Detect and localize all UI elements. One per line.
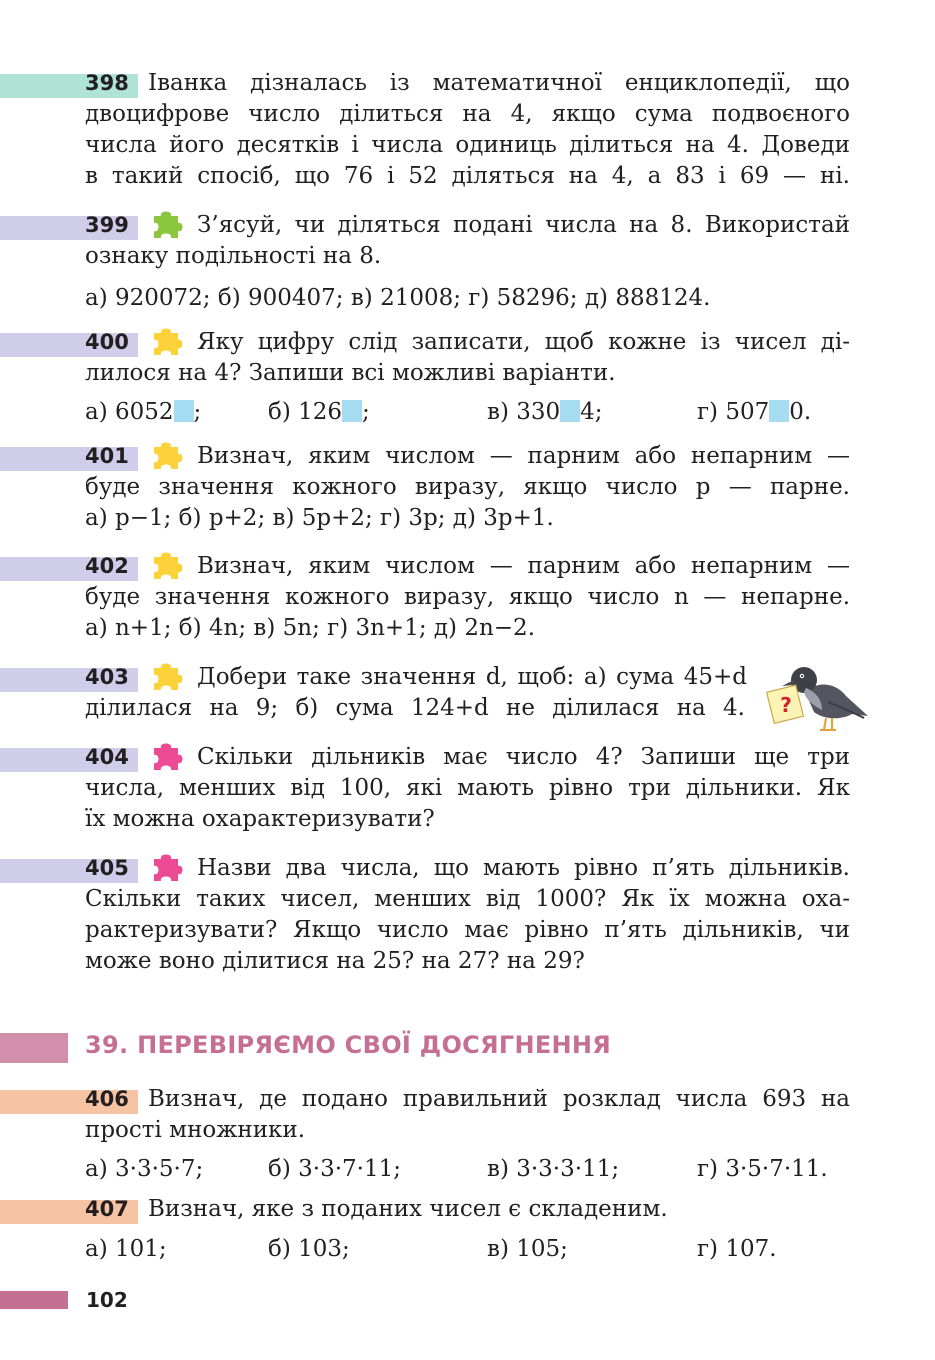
task-number: 399 [85,213,129,237]
option-text: а) 6052 [85,399,174,425]
task-text-line: Визнач, яке з поданих чисел є складеним. [148,1196,668,1222]
option-text: б) 126 [268,399,343,425]
option-b: б) 103; [268,1236,350,1262]
task-text-line: Визнач, де подано правильний розклад числа 693 на [148,1086,850,1112]
task-number: 406 [85,1087,129,1111]
task-number: 401 [85,444,129,468]
page-number: 102 [86,1288,128,1312]
yellow-puzzle-icon [146,656,186,696]
task-number: 407 [85,1197,129,1221]
task-text-line: Добери таке значення d, щоб: а) сума 45+d [197,664,747,690]
task-text-line: а) n+1; б) 4n; в) 5n; г) 3n+1; д) 2n−2. [85,615,536,641]
task-text-line: ознаку подільності на 8. [85,243,382,269]
task-number: 402 [85,554,129,578]
answer-box [769,400,789,422]
task-text-line: Назви два числа, що мають рівно п’ять дільників. [197,855,850,881]
option-a: а) 101; [85,1236,167,1262]
task-text-line: буде значення кожного виразу, якщо число n — непарне. [85,584,850,610]
option-b: б) 3·3·7·11; [268,1156,401,1182]
option-text: г) 507 [697,399,770,425]
answer-box [342,400,362,422]
option-text: ; [193,399,202,425]
answer-box [560,400,580,422]
task-text-line: може воно ділитися на 25? на 27? на 29? [85,948,585,974]
task-text-line: Визнач, яким числом — парним або непарним — [197,443,850,469]
task-text-line: в такий спосіб, що 76 і 52 діляться на 4, а 83 і 69 — ні. [85,163,850,189]
task-text-line: Скільки таких чисел, менших від 1000? Як їх можна оха- [85,886,850,912]
task-text-line: Яку цифру слід записати, щоб кожне із чисел ді- [197,329,850,355]
task-text-line: буде значення кожного виразу, якщо число p — парне. [85,474,850,500]
task-text-line: двоцифрове число ділиться на 4, якщо сума подвоєного [85,101,850,127]
task-number: 400 [85,330,129,354]
task-number: 398 [85,71,129,95]
option-d [697,397,811,427]
option-b [268,397,370,427]
task-number: 405 [85,856,129,880]
option-c: в) 3·3·3·11; [487,1156,620,1182]
page-number-band [0,1291,68,1309]
answer-box [174,400,194,422]
option-c: в) 105; [487,1236,568,1262]
crow-illustration [766,660,870,736]
option-text: 0. [789,399,812,425]
option-text: 4; [580,399,603,425]
task-number: 404 [85,745,129,769]
task-number: 403 [85,665,129,689]
section-title: 39. ПЕРЕВІРЯЄМО СВОЇ ДОСЯГНЕННЯ [85,1031,612,1059]
answer-options: а) 920072; б) 900407; в) 21008; г) 58296; д) 888124. [85,285,711,311]
option-d: г) 3·5·7·11. [697,1156,828,1182]
option-text: в) 330 [487,399,561,425]
green-puzzle-icon [146,204,186,244]
task-text-line: лилося на 4? Запиши всі можливі варіанти. [85,360,616,386]
option-text: ; [362,399,370,425]
task-text-line: Скільки дільників має число 4? Запиши ще три [197,744,850,770]
task-text-line: рактеризувати? Якщо число має рівно п’ять дільників, чи [85,917,850,943]
yellow-puzzle-icon [146,545,186,585]
task-text-line: числа, менших від 100, які мають рівно три дільники. Як [85,775,850,801]
option-c [487,397,603,427]
pink-puzzle-icon [146,847,186,887]
task-text-line: ділилася на 9; б) сума 124+d не ділилася на 4. [85,695,745,721]
sign-question-mark: ? [780,693,792,717]
task-text-line: їх можна охарактеризувати? [85,806,435,832]
option-a: а) 3·3·5·7; [85,1156,204,1182]
task-text-line: а) p−1; б) p+2; в) 5p+2; г) 3p; д) 3p+1. [85,505,554,531]
pink-puzzle-icon [146,736,186,776]
section-band [0,1033,68,1063]
task-text-line: З’ясуй, чи діляться подані числа на 8. Використай [197,212,850,238]
task-text-line: прості множники. [85,1117,306,1143]
yellow-puzzle-icon [146,435,186,475]
yellow-puzzle-icon [146,321,186,361]
task-text-line: Іванка дізналась із математичної енциклопедії, що [148,70,850,96]
task-text-line: Визнач, яким числом — парним або непарним — [197,553,850,579]
option-d: г) 107. [697,1236,777,1262]
task-text-line: числа його десятків і числа одиниць ділиться на 4. Доведи [85,132,850,158]
option-a [85,397,201,427]
